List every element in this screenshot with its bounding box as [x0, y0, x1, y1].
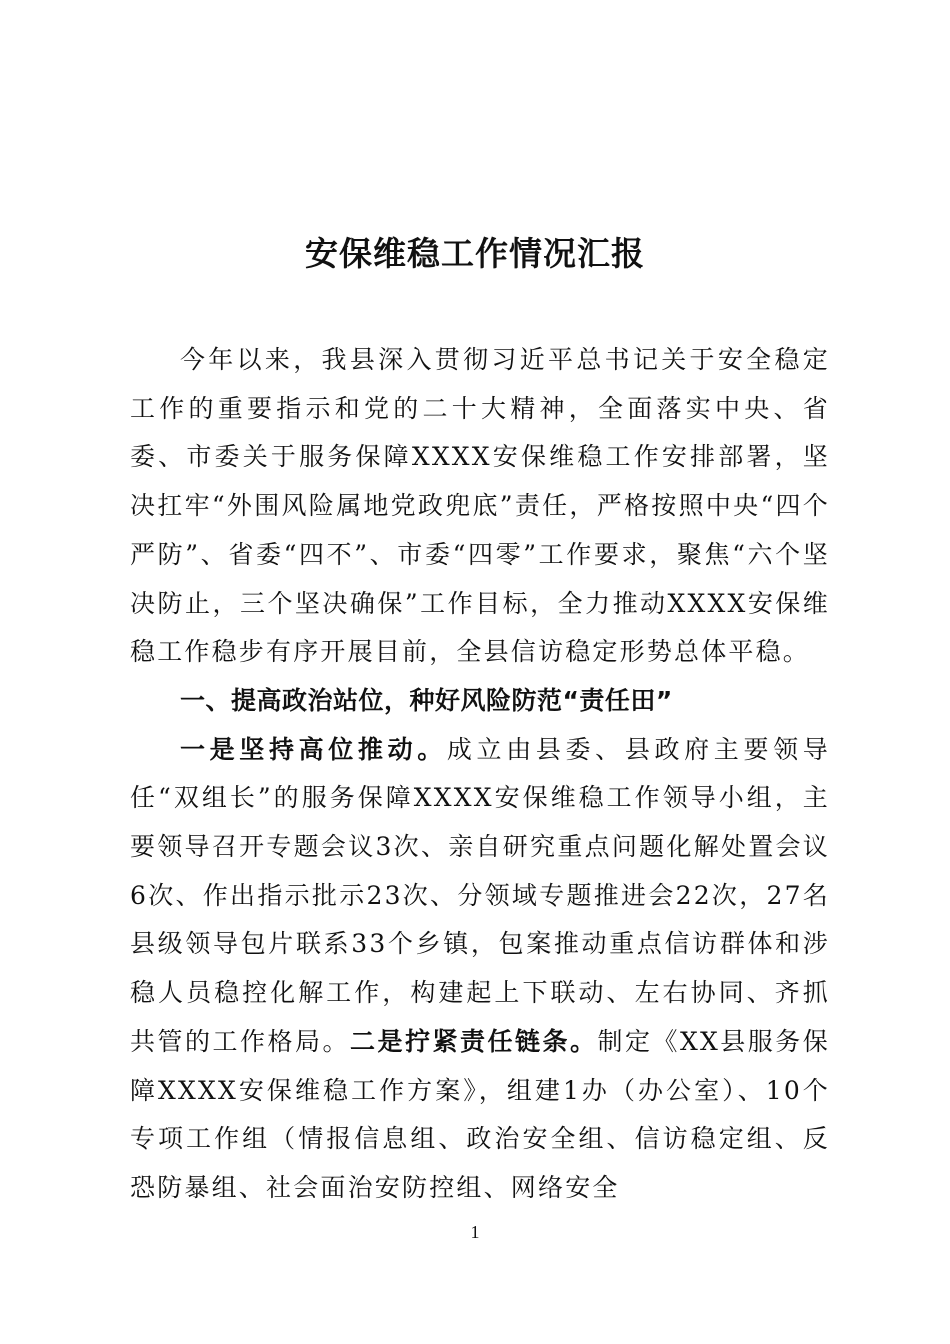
- section-paragraph: [130, 726, 830, 1213]
- section-heading: 一、提高政治站位，种好风险防范“责任田”: [180, 685, 673, 715]
- paragraph-text-2: 制定《XX县服务保障XXXX安保维稳工作方案》，组建1办（办公室）、10个专项工作组（情报信息组、政治安全组、信访稳定组、反恐防暴组、社会面治安防控组、网络安全: [130, 1026, 830, 1202]
- paragraph-lead-1: 一是坚持高位推动。: [180, 734, 447, 764]
- document-body: [130, 336, 830, 1213]
- document-title: 安保维稳工作情况汇报: [305, 234, 645, 273]
- intro-paragraph: 今年以来，我县深入贯彻习近平总书记关于安全稳定工作的重要指示和党的二十大精神，全面落实中央、省委、市委关于服务保障XXXX安保维稳工作安排部署，坚决扛牢“外围风险属地党政兜底”责任，严格按照中央“四个严防”、省委“四不”、市委“四零”工作要求，聚焦“六个坚决防止，三个坚决确保”工作目标，全力推动XXXX安保维稳工作稳步有序开展目前，全县信访稳定形势总体平稳。: [130, 345, 830, 667]
- paragraph-text-1: 成立由县委、县政府主要领导任“双组长”的服务保障XXXX安保维稳工作领导小组，主要领导召开专题会议3次、亲自研究重点问题化解处置会议6次、作出指示批示23次、分领域专题推进会22次，27名县级领导包片联系33个乡镇，包案推动重点信访群体和涉稳人员稳控化解工作，构建起上下联动、左右协同、齐抓共管的工作格局。: [130, 734, 830, 1056]
- paragraph-lead-2: 二是拧紧责任链条。: [350, 1026, 598, 1056]
- page-number: 1: [470, 1222, 480, 1242]
